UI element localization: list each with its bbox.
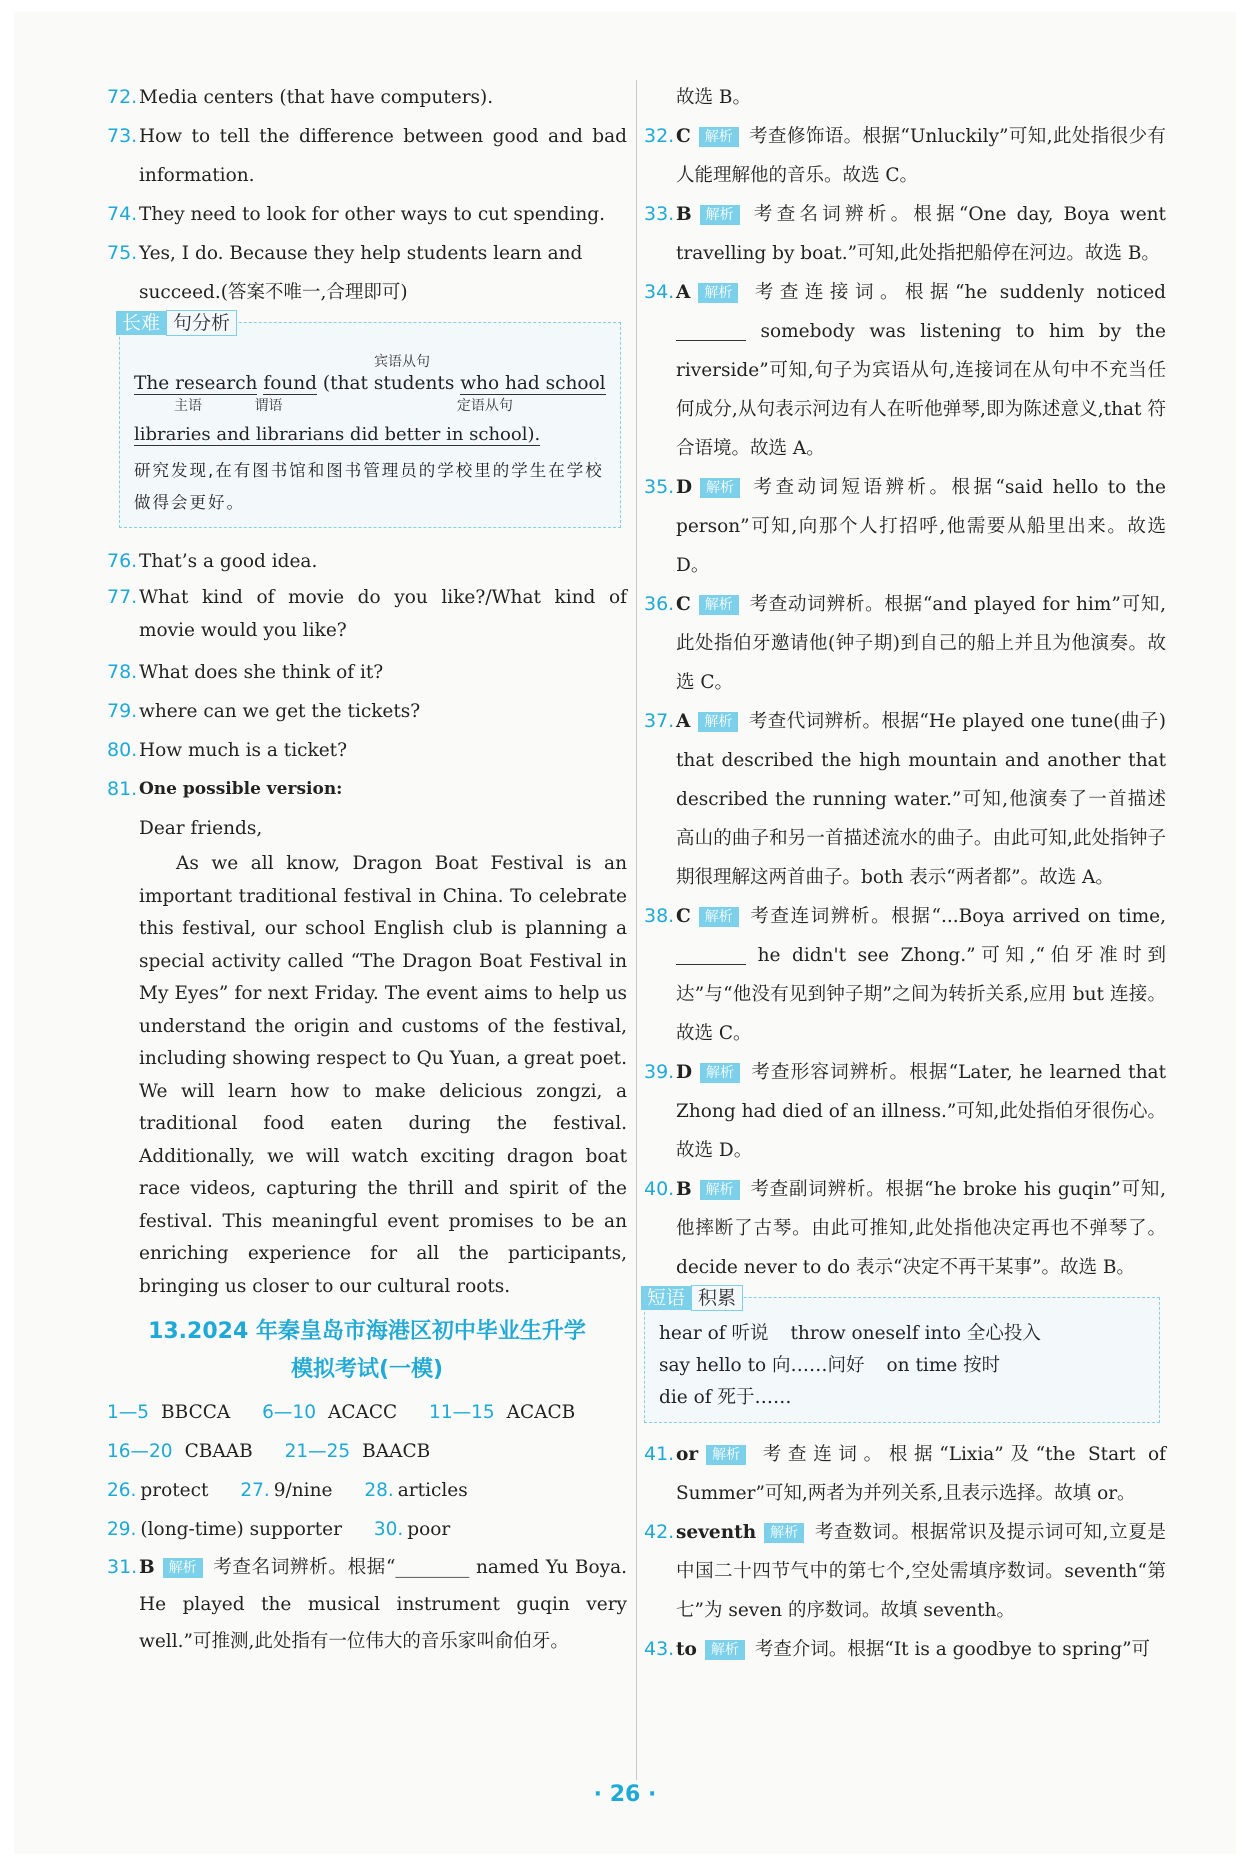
answer-letter: D — [676, 477, 693, 498]
analysis-text: 考查副词辨析。根据“he broke his guqin”可知,他摔断了古琴。由此可推知,此处指他决定再也不弹琴了。decide never to do 表示“决定不再干某事”。故选 B。 — [676, 1179, 1166, 1278]
analysis-line-1 — [134, 371, 606, 397]
question-number: 27. — [240, 1480, 270, 1501]
analysis-text: 考查动词短语辨析。根据“said hello to the person”可知,向那个人打招呼,他需要从船里出来。故选 D。 — [676, 477, 1166, 576]
analysis-tag: 解析 — [699, 907, 739, 927]
answer-letter: A — [676, 711, 691, 732]
answer-letter: C — [676, 126, 691, 147]
analysis-tag: 解析 — [699, 127, 739, 147]
answer-34 — [644, 273, 1166, 468]
answer-text: That’s a good idea. — [139, 551, 318, 572]
answer-37 — [644, 702, 1166, 897]
analysis-tag: 解析 — [700, 1180, 740, 1200]
analysis-tag: 解析 — [700, 1063, 740, 1083]
box-heading — [641, 1286, 743, 1310]
analysis-text: 考查连接词。根据“he suddenly noticed — [748, 282, 1166, 303]
analysis-tag: 解析 — [163, 1558, 203, 1578]
answer-text: How much is a ticket? — [139, 740, 348, 761]
question-number: 38. — [644, 905, 675, 927]
right-column — [644, 78, 1166, 1669]
analysis-text: 考查数词。根据常识及提示词可知,立夏是中国二十四节气中的第七个,空处需填序数词。seventh“第七”为 seven 的序数词。故填 seventh。 — [676, 1522, 1166, 1621]
question-number: 39. — [644, 1061, 675, 1083]
range-label: 16—20 — [107, 1441, 173, 1462]
answer-72 — [107, 78, 627, 117]
answer-77 — [107, 581, 627, 647]
analysis-text-cont: somebody was listening to him by the riverside”可知,句子为宾语从句,连接词在从句中不充当任何成分,从句表示河边有人在听他弹琴,即为陈述意义,that 符合语境。故选 A。 — [676, 321, 1166, 459]
phrase-accumulation-box — [644, 1287, 1160, 1423]
answer-text: protect — [140, 1480, 209, 1501]
analysis-text: 考查名词辨析。根据“________ named Yu Boya. He played the musical instrument guqin very well.”可推测,此处指有一位伟大的音乐家叫俞伯牙。 — [139, 1557, 627, 1652]
question-number: 37. — [644, 710, 675, 732]
analysis-tag: 解析 — [764, 1523, 804, 1543]
essay-body: As we all know, Dragon Boat Festival is an important traditional festival in China. To celebrate this festival, our school English club is planning a special activity called “The Dragon Boat Festival in My Eyes” for next Friday. The event aims to help us understand the origin and customs of the festival, including showing respect to Qu Yuan, a great poet. We will learn how to make delicious zongzi, a traditional food eaten during the festival. Additionally, we will watch exciting dragon boat race videos, capturing the thrill and spirit of the festival. This meaningful event promises to be an enriching experience for all the participants, bringing us closer to our cultural roots. — [139, 853, 627, 1297]
question-number: 28. — [364, 1480, 394, 1501]
answer-text: 9/nine — [273, 1480, 333, 1501]
question-number: 33. — [644, 203, 675, 225]
question-number: 79. — [107, 700, 138, 722]
phrase-line-3 — [659, 1382, 1145, 1414]
answer-word: or — [676, 1444, 699, 1465]
answer-key-row-1 — [107, 1393, 627, 1432]
phrase-item: hear of 听说 — [659, 1323, 769, 1344]
analysis-text: 故选 B。 — [676, 87, 751, 108]
question-number: 77. — [107, 586, 138, 608]
answer-35 — [644, 468, 1166, 585]
analysis-text: 考查修饰语。根据“Unluckily”可知,此处指很少有人能理解他的音乐。故选 C。 — [676, 126, 1166, 186]
answer-word: to — [676, 1639, 697, 1660]
answer-33 — [644, 195, 1166, 273]
section-title — [107, 1313, 627, 1389]
annotation-subject: 主语 — [174, 398, 202, 414]
answer-text: where can we get the tickets? — [139, 701, 421, 722]
answer-text: articles — [397, 1480, 468, 1501]
annotation-attributive: 定语从句 — [456, 398, 513, 414]
question-number: 80. — [107, 739, 138, 761]
range-answers: ACACC — [327, 1402, 398, 1423]
question-number: 35. — [644, 476, 675, 498]
question-number: 76. — [107, 550, 138, 572]
answer-letter: C — [676, 906, 691, 927]
answer-text: How to tell the difference between good and bad information. — [139, 126, 627, 186]
answer-73 — [107, 117, 627, 195]
phrase-line-2 — [659, 1350, 1145, 1382]
answer-80 — [107, 731, 627, 770]
answer-31-continued — [644, 78, 1166, 117]
phrase-line-1 — [659, 1318, 1145, 1350]
section-title-line-2: 模拟考试(一模) — [290, 1357, 444, 1382]
analysis-text-cont: he didn't see Zhong.”可知,“伯牙准时到达”与“他没有见到钟子期”之间为转折关系,应用 but 连接。故选 C。 — [676, 945, 1166, 1044]
left-column — [107, 78, 627, 1660]
analysis-line-2 — [134, 415, 606, 455]
question-number: 29. — [107, 1519, 137, 1540]
phrase-item: die of 死于…… — [659, 1387, 792, 1408]
answer-43 — [644, 1630, 1166, 1669]
range-label: 6—10 — [262, 1402, 316, 1423]
range-answers: BAACB — [362, 1441, 431, 1462]
analysis-text: 考查代词辨析。根据“He played one tune(曲子) that described the high mountain and another that described the running water.”可知,他演奏了一首描述高山的曲子和另一首描述流水的曲子。由此可知,此处指钟子期很理解这两首曲子。both 表示“两者都”。故选 A。 — [676, 711, 1166, 888]
analysis-text: 考查连词辨析。根据“...Boya arrived on time, — [748, 906, 1166, 927]
answer-letter: B — [139, 1557, 155, 1578]
question-number: 43. — [644, 1638, 675, 1660]
question-number: 36. — [644, 593, 675, 615]
answer-38 — [644, 897, 1166, 1053]
analysis-text: 考查介词。根据“It is a goodbye to spring”可 — [754, 1639, 1151, 1660]
question-number: 34. — [644, 281, 675, 303]
answer-letter: B — [676, 204, 692, 225]
analysis-tag: 解析 — [700, 478, 740, 498]
answer-75 — [107, 234, 627, 312]
answer-letter: C — [676, 594, 691, 615]
range-label: 11—15 — [429, 1402, 495, 1423]
answer-letter: A — [676, 282, 691, 303]
question-number: 74. — [107, 203, 138, 225]
question-number: 30. — [373, 1519, 404, 1540]
phrase-item: say hello to 向……问好 — [659, 1355, 865, 1376]
answer-76 — [107, 542, 627, 581]
predicate-word: found — [263, 373, 318, 394]
fill-blank — [676, 320, 746, 341]
answer-text: poor — [407, 1519, 451, 1540]
question-number: 78. — [107, 661, 138, 683]
answer-78 — [107, 653, 627, 692]
phrase-item: throw oneself into 全心投入 — [790, 1323, 1041, 1344]
box-heading-title: 句分析 — [166, 310, 237, 336]
answer-74 — [107, 195, 627, 234]
section-title-line-1: 13.2024 年秦皇岛市海港区初中毕业生升学 — [148, 1319, 586, 1344]
analysis-text: 考查形容词辨析。根据“Later, he learned that Zhong had died of an illness.”可知,此处指伯牙很伤心。故选 D。 — [676, 1062, 1166, 1161]
answer-36 — [644, 585, 1166, 702]
box-heading-tag: 短语 — [641, 1286, 691, 1310]
phrase-item: on time 按时 — [886, 1355, 1001, 1376]
answer-39 — [644, 1053, 1166, 1170]
question-number: 42. — [644, 1521, 675, 1543]
answer-text: What does she think of it? — [139, 662, 384, 683]
answer-text: They need to look for other ways to cut spending. — [139, 204, 606, 225]
question-number: 75. — [107, 242, 138, 264]
answer-31 — [107, 1549, 627, 1660]
question-number: 41. — [644, 1443, 675, 1465]
analysis-tag: 解析 — [698, 283, 738, 303]
range-label: 21—25 — [284, 1441, 351, 1462]
question-number: 40. — [644, 1178, 675, 1200]
attributive-clause: who had school — [460, 373, 606, 394]
answer-40 — [644, 1170, 1166, 1287]
analysis-tag: 解析 — [699, 595, 739, 615]
answer-text: (long-time) supporter — [140, 1519, 342, 1540]
analysis-text: 考查连词。根据“Lixia”及“the Start of Summer”可知,两者为并列关系,且表示选择。故填 or。 — [676, 1444, 1166, 1504]
question-number: 73. — [107, 125, 138, 147]
answer-79 — [107, 692, 627, 731]
box-heading-title: 积累 — [691, 1285, 743, 1311]
column-divider — [636, 80, 637, 1780]
clause-start: (that students — [322, 373, 455, 394]
analysis-text: 考查动词辨析。根据“and played for him”可知,此处指伯牙邀请他(钟子期)到自己的船上并且为他演奏。故选 C。 — [676, 594, 1166, 693]
box-heading — [116, 311, 237, 335]
answer-41 — [644, 1435, 1166, 1513]
answer-key-row-3 — [107, 1471, 627, 1510]
range-answers: BBCCA — [161, 1402, 231, 1423]
annotation-row — [134, 397, 606, 415]
range-answers: CBAAB — [184, 1441, 253, 1462]
answer-text: Media centers (that have computers). — [139, 87, 494, 108]
analysis-tag: 解析 — [698, 712, 738, 732]
question-number: 32. — [644, 125, 675, 147]
analysis-tag: 解析 — [706, 1445, 746, 1465]
sentence-analysis-box — [119, 312, 621, 528]
answer-letter: D — [676, 1062, 693, 1083]
range-label: 1—5 — [107, 1402, 150, 1423]
analysis-tag: 解析 — [700, 205, 740, 225]
box-heading-tag: 长难 — [116, 311, 166, 335]
question-number: 72. — [107, 86, 138, 108]
analysis-line-2-text: libraries and librarians did better in school). — [134, 424, 541, 445]
annotation-predicate: 谓语 — [254, 398, 283, 414]
page-number: · 26 · — [593, 1782, 657, 1807]
essay-greeting: Dear friends, — [139, 818, 263, 839]
answer-word: seventh — [676, 1522, 757, 1543]
answer-key-row-4 — [107, 1510, 627, 1549]
answer-32 — [644, 117, 1166, 195]
answer-text: What kind of movie do you like?/What kind of movie would you like? — [139, 587, 627, 641]
answer-letter: B — [676, 1179, 692, 1200]
question-number: 81. — [107, 778, 138, 800]
annotation-object-clause: 宾语从句 — [374, 354, 430, 370]
fill-blank — [676, 944, 746, 965]
model-essay-label: One possible version: — [139, 779, 343, 799]
analysis-tag: 解析 — [705, 1640, 745, 1660]
answer-81 — [107, 770, 627, 1303]
range-answers: ACACB — [506, 1402, 576, 1423]
subject-phrase: The research — [134, 373, 258, 394]
analysis-translation: 研究发现,在有图书馆和图书管理员的学校里的学生在学校做得会更好。 — [134, 461, 604, 512]
analysis-text: 考查名词辨析。根据“One day, Boya went travelling by boat.”可知,此处指把船停在河边。故选 B。 — [676, 204, 1166, 264]
answer-42 — [644, 1513, 1166, 1630]
question-number: 31. — [107, 1556, 138, 1578]
question-number: 26. — [107, 1480, 137, 1501]
answer-key-row-2 — [107, 1432, 627, 1471]
answer-text: Yes, I do. Because they help students learn and succeed.(答案不唯一,合理即可) — [139, 243, 583, 303]
